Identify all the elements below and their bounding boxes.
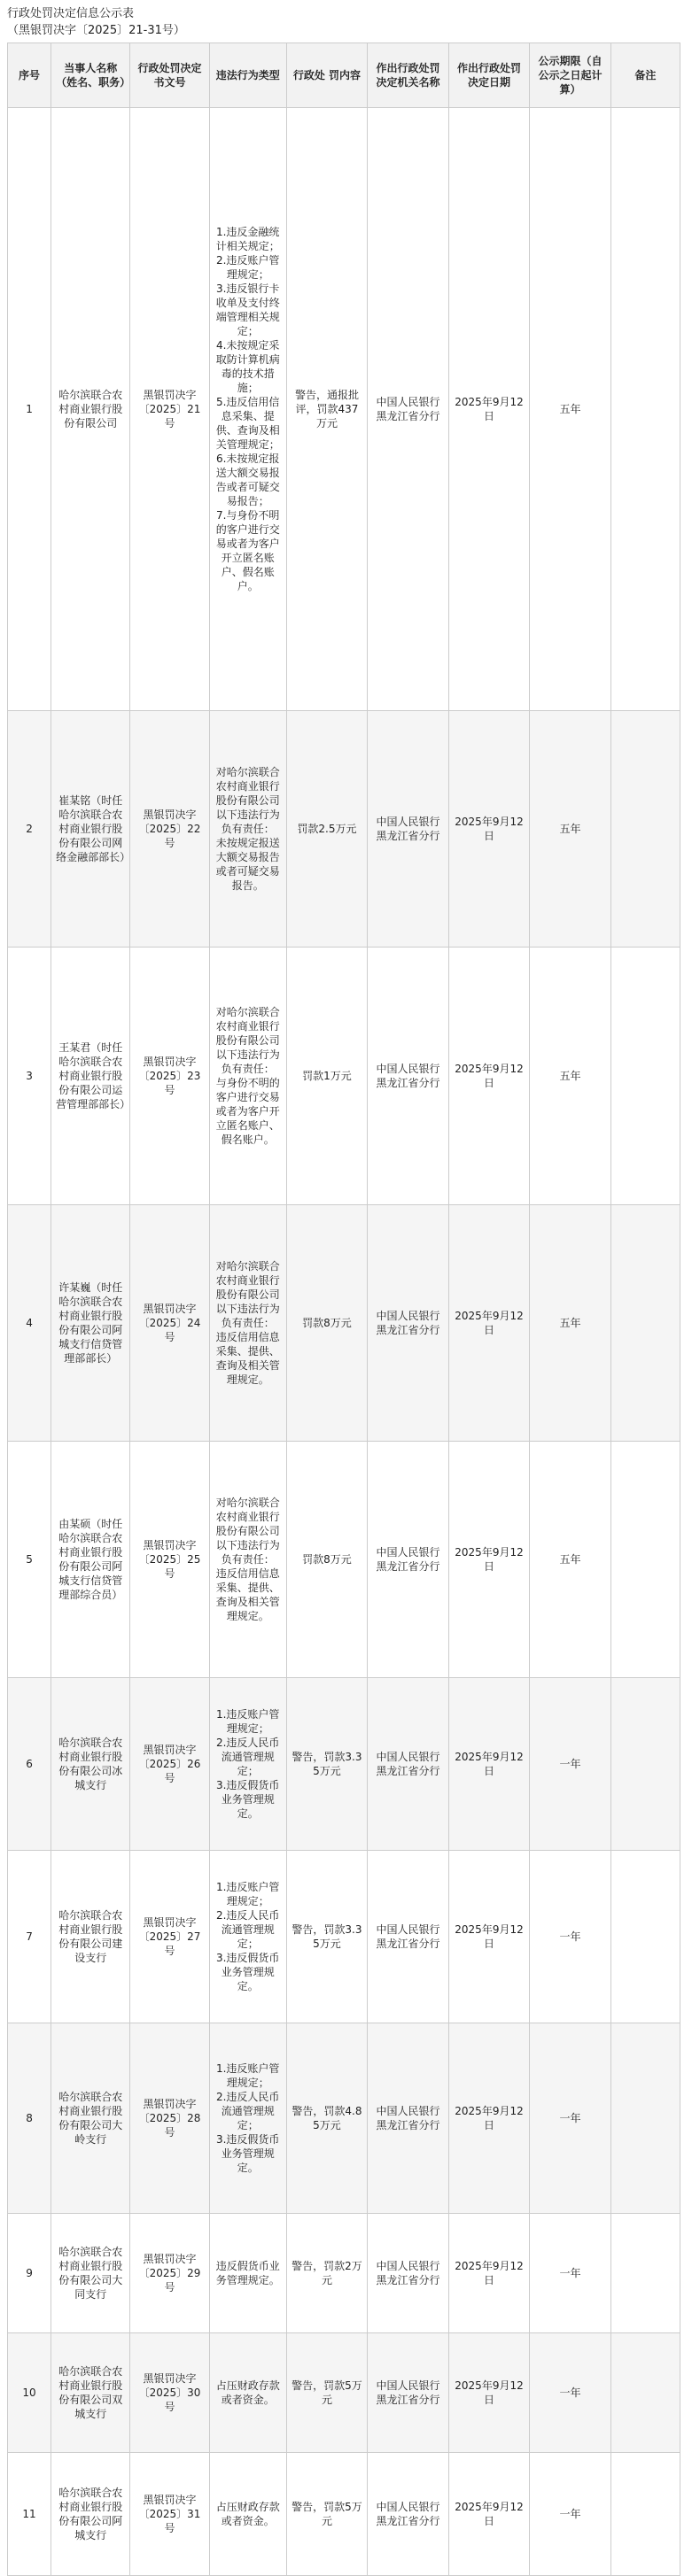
header-violation: 违法行为类型 [209, 43, 286, 108]
table-row [8, 2453, 680, 2576]
cell-period: 一年 [530, 2214, 611, 2333]
cell-note [610, 1205, 680, 1442]
violation-line: 占压财政存款或者资金。 [215, 2379, 280, 2406]
cell-content: 警告，罚款3.35万元 [286, 1851, 368, 2023]
cell-no: 5 [8, 1442, 51, 1678]
cell-note [610, 711, 680, 948]
cell-doc-no: 黑银罚决字〔2025〕21号 [130, 108, 209, 711]
cell-org: 中国人民银行黑龙江省分行 [368, 948, 449, 1205]
cell-violation [209, 711, 286, 948]
cell-doc-no: 黑银罚决字〔2025〕26号 [130, 1678, 209, 1851]
violation-line: 1.违反账户管理规定； [215, 1881, 280, 1907]
table-row [8, 1678, 680, 1851]
cell-note [610, 2023, 680, 2214]
header-note: 备注 [610, 43, 680, 108]
cell-violation [209, 108, 286, 711]
cell-violation [209, 1678, 286, 1851]
cell-date: 2025年9月12日 [448, 2333, 530, 2453]
cell-party: 哈尔滨联合农村商业银行股份有限公司大同支行 [51, 2214, 130, 2333]
cell-violation [209, 1851, 286, 2023]
cell-party: 哈尔滨联合农村商业银行股份有限公司阿城支行 [51, 2453, 130, 2576]
cell-org: 中国人民银行黑龙江省分行 [368, 1851, 449, 2023]
cell-org: 中国人民银行黑龙江省分行 [368, 1678, 449, 1851]
cell-org: 中国人民银行黑龙江省分行 [368, 2214, 449, 2333]
header-no: 序号 [8, 43, 51, 108]
cell-org: 中国人民银行黑龙江省分行 [368, 1205, 449, 1442]
cell-date: 2025年9月12日 [448, 1442, 530, 1678]
cell-party: 许某巍（时任哈尔滨联合农村商业银行股份有限公司阿城支行信贷管理部部长） [51, 1205, 130, 1442]
table-row [8, 2214, 680, 2333]
cell-doc-no: 黑银罚决字〔2025〕27号 [130, 1851, 209, 2023]
cell-content: 警告，罚款3.35万元 [286, 1678, 368, 1851]
cell-party: 崔某铭（时任哈尔滨联合农村商业银行股份有限公司网络金融部部长） [51, 711, 130, 948]
cell-period: 一年 [530, 2333, 611, 2453]
cell-violation [209, 1205, 286, 1442]
table-body [8, 108, 680, 2576]
cell-doc-no: 黑银罚决字〔2025〕22号 [130, 711, 209, 948]
cell-period: 五年 [530, 108, 611, 711]
cell-period: 一年 [530, 2023, 611, 2214]
cell-period: 五年 [530, 711, 611, 948]
cell-date: 2025年9月12日 [448, 1678, 530, 1851]
cell-note [610, 1851, 680, 2023]
cell-period: 一年 [530, 1851, 611, 2023]
cell-note [610, 2214, 680, 2333]
violation-line: 对哈尔滨联合农村商业银行股份有限公司以下违法行为负有责任： [215, 1497, 280, 1566]
table-row [8, 1442, 680, 1678]
violation-line: 6.未按规定报送大额交易报告或者可疑交易报告； [215, 453, 280, 507]
cell-violation [209, 2333, 286, 2453]
violation-line: 对哈尔滨联合农村商业银行股份有限公司以下违法行为负有责任： [215, 766, 280, 835]
table-header-row [8, 43, 680, 108]
cell-party: 由某硕（时任哈尔滨联合农村商业银行股份有限公司阿城支行信贷管理部综合员） [51, 1442, 130, 1678]
cell-content: 罚款8万元 [286, 1442, 368, 1678]
cell-content: 警告，罚款4.85万元 [286, 2023, 368, 2214]
cell-no: 6 [8, 1678, 51, 1851]
cell-note [610, 108, 680, 711]
table-row [8, 711, 680, 948]
cell-doc-no: 黑银罚决字〔2025〕29号 [130, 2214, 209, 2333]
violation-line: 未按规定报送大额交易报告或者可疑交易报告。 [215, 837, 280, 892]
cell-content: 警告，通报批评，罚款437万元 [286, 108, 368, 711]
cell-date: 2025年9月12日 [448, 2214, 530, 2333]
cell-violation [209, 1442, 286, 1678]
cell-no: 2 [8, 711, 51, 948]
table-row [8, 1205, 680, 1442]
cell-period: 一年 [530, 1678, 611, 1851]
violation-line: 7.与身份不明的客户进行交易或者为客户开立匿名账户、假名账户。 [215, 509, 280, 592]
cell-no: 3 [8, 948, 51, 1205]
cell-party: 哈尔滨联合农村商业银行股份有限公司双城支行 [51, 2333, 130, 2453]
cell-doc-no: 黑银罚决字〔2025〕31号 [130, 2453, 209, 2576]
cell-org: 中国人民银行黑龙江省分行 [368, 711, 449, 948]
violation-line: 2.违反人民币流通管理规定； [215, 1737, 280, 1777]
cell-party: 王某君（时任哈尔滨联合农村商业银行股份有限公司运营管理部部长） [51, 948, 130, 1205]
cell-violation [209, 2023, 286, 2214]
cell-period: 一年 [530, 2453, 611, 2576]
cell-content: 警告，罚款2万元 [286, 2214, 368, 2333]
cell-no: 11 [8, 2453, 51, 2576]
cell-period: 五年 [530, 1442, 611, 1678]
cell-doc-no: 黑银罚决字〔2025〕28号 [130, 2023, 209, 2214]
cell-content: 罚款2.5万元 [286, 711, 368, 948]
cell-date: 2025年9月12日 [448, 108, 530, 711]
violation-line: 2.违反人民币流通管理规定； [215, 1909, 280, 1950]
violation-line: 4.未按规定采取防计算机病毒的技术措施； [215, 339, 280, 394]
header-party: 当事人名称（姓名、职务） [51, 43, 130, 108]
cell-party: 哈尔滨联合农村商业银行股份有限公司建设支行 [51, 1851, 130, 2023]
cell-note [610, 1442, 680, 1678]
cell-no: 8 [8, 2023, 51, 2214]
cell-date: 2025年9月12日 [448, 2023, 530, 2214]
document-title: 行政处罚决定信息公示表 [7, 7, 135, 20]
violation-line: 2.违反账户管理规定； [215, 254, 280, 281]
header-doc-no: 行政处罚决定书文号 [130, 43, 209, 108]
header-org: 作出行政处罚决定机关名称 [368, 43, 449, 108]
cell-date: 2025年9月12日 [448, 1205, 530, 1442]
cell-party: 哈尔滨联合农村商业银行股份有限公司冰城支行 [51, 1678, 130, 1851]
cell-period: 五年 [530, 948, 611, 1205]
cell-no: 4 [8, 1205, 51, 1442]
penalty-table [7, 43, 680, 2576]
violation-line: 3.违反假货币业务管理规定。 [215, 1952, 280, 1992]
cell-violation [209, 2214, 286, 2333]
violation-line: 2.违反人民币流通管理规定； [215, 2091, 280, 2131]
cell-org: 中国人民银行黑龙江省分行 [368, 108, 449, 711]
cell-no: 7 [8, 1851, 51, 2023]
cell-doc-no: 黑银罚决字〔2025〕24号 [130, 1205, 209, 1442]
violation-line: 违反信用信息采集、提供、查询及相关管理规定。 [215, 1331, 280, 1386]
header-period: 公示期限（自公示之日起计算） [530, 43, 611, 108]
cell-note [610, 1678, 680, 1851]
cell-org: 中国人民银行黑龙江省分行 [368, 2333, 449, 2453]
cell-date: 2025年9月12日 [448, 2453, 530, 2576]
cell-period: 五年 [530, 1205, 611, 1442]
violation-line: 对哈尔滨联合农村商业银行股份有限公司以下违法行为负有责任： [215, 1006, 280, 1075]
header-content: 行政处 罚内容 [286, 43, 368, 108]
cell-date: 2025年9月12日 [448, 711, 530, 948]
cell-violation [209, 2453, 286, 2576]
violation-line: 3.违反假货币业务管理规定。 [215, 1779, 280, 1820]
table-row [8, 108, 680, 711]
cell-party: 哈尔滨联合农村商业银行股份有限公司大岭支行 [51, 2023, 130, 2214]
cell-no: 1 [8, 108, 51, 711]
cell-note [610, 948, 680, 1205]
cell-content: 罚款1万元 [286, 948, 368, 1205]
violation-line: 1.违反金融统计相关规定； [215, 226, 280, 252]
violation-line: 违反假货币业务管理规定。 [215, 2260, 280, 2286]
cell-content: 警告，罚款5万元 [286, 2453, 368, 2576]
cell-org: 中国人民银行黑龙江省分行 [368, 1442, 449, 1678]
header-date: 作出行政处罚决定日期 [448, 43, 530, 108]
violation-line: 3.违反假货币业务管理规定。 [215, 2133, 280, 2174]
cell-org: 中国人民银行黑龙江省分行 [368, 2453, 449, 2576]
cell-no: 9 [8, 2214, 51, 2333]
cell-party: 哈尔滨联合农村商业银行股份有限公司 [51, 108, 130, 711]
cell-violation [209, 948, 286, 1205]
violation-line: 1.违反账户管理规定； [215, 1708, 280, 1735]
table-row [8, 1851, 680, 2023]
table-row [8, 2333, 680, 2453]
cell-note [610, 2453, 680, 2576]
cell-content: 罚款8万元 [286, 1205, 368, 1442]
violation-line: 3.违反银行卡收单及支付终端管理相关规定； [215, 282, 280, 337]
violation-line: 5.违反信用信息采集、提供、查询及相关管理规定； [215, 396, 280, 451]
cell-no: 10 [8, 2333, 51, 2453]
cell-note [610, 2333, 680, 2453]
cell-org: 中国人民银行黑龙江省分行 [368, 2023, 449, 2214]
violation-line: 占压财政存款或者资金。 [215, 2501, 280, 2527]
cell-date: 2025年9月12日 [448, 948, 530, 1205]
document-subtitle: （黑银罚决字〔2025〕21-31号） [7, 24, 185, 37]
table-row [8, 2023, 680, 2214]
violation-line: 1.违反账户管理规定； [215, 2062, 280, 2089]
violation-line: 对哈尔滨联合农村商业银行股份有限公司以下违法行为负有责任： [215, 1260, 280, 1329]
violation-line: 违反信用信息采集、提供、查询及相关管理规定。 [215, 1567, 280, 1622]
cell-date: 2025年9月12日 [448, 1851, 530, 2023]
cell-doc-no: 黑银罚决字〔2025〕30号 [130, 2333, 209, 2453]
cell-doc-no: 黑银罚决字〔2025〕25号 [130, 1442, 209, 1678]
violation-line: 与身份不明的客户进行交易或者为客户开立匿名账户、假名账户。 [215, 1077, 280, 1146]
cell-content: 警告，罚款5万元 [286, 2333, 368, 2453]
cell-doc-no: 黑银罚决字〔2025〕23号 [130, 948, 209, 1205]
table-row [8, 948, 680, 1205]
